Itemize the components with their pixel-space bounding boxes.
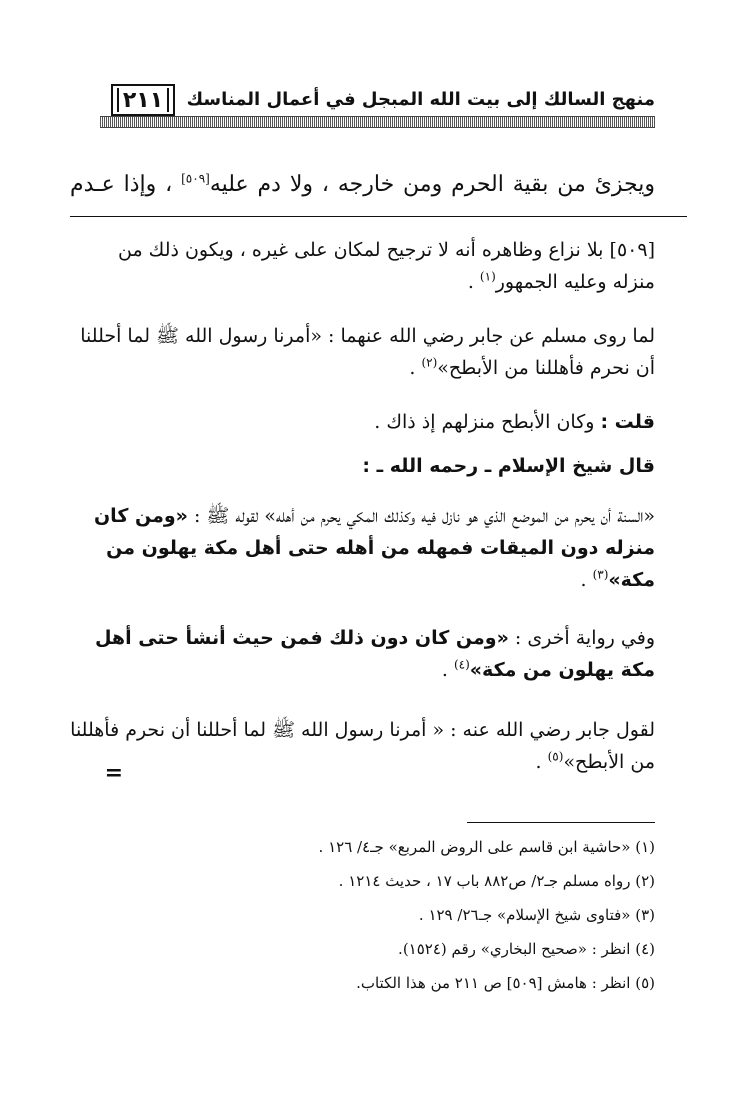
footnote-item: (٥) انظر : هامش [٥٠٩] ص ٢١١ من هذا الكتاب. bbox=[356, 974, 655, 992]
hadith-bold-2: «ومن كان دون ذلك فمن حيث أنشأ حتى أهل مكة يهلون من مكة» bbox=[94, 627, 655, 681]
sunnah-quote-paragraph: «السنة أن يحرم من الموضع الذي هو نازل فيه وكذلك المكي يحرم من أهله» لقوله ﷺ : «ومن كان منزله دون الميقات فمهله من أهله حتى أهل مكة يهلون من مكة»$^{(٣)}$ . bbox=[93, 505, 655, 591]
qawl-paragraph: لقول جابر رضي الله عنه : « أمرنا رسول الله ﷺ لما أحللنا أن نحرم فأهللنا من الأبطح»$^{(٥)}$ . bbox=[70, 719, 655, 773]
header-rule bbox=[100, 116, 655, 128]
shaykh-heading: قال شيخ الإسلام ـ رحمه الله ـ : bbox=[362, 455, 655, 477]
riwaya-paragraph: وفي رواية أخرى : «ومن كان دون ذلك فمن حيث أنشأ حتى أهل مكة يهلون من مكة»$^{(٤)}$ . bbox=[94, 627, 655, 681]
jabir-text: لما روى مسلم عن جابر رضي الله عنهما : «أمرنا رسول الله ﷺ لما أحللنا أن نحرم فأهللنا من الأبطح» bbox=[80, 325, 655, 379]
footnote-ref-5[interactable]: (٥) bbox=[547, 749, 564, 764]
main-text-line bbox=[70, 170, 655, 200]
riwaya-text: وفي رواية أخرى : bbox=[514, 627, 655, 649]
footnote-ref-4[interactable]: (٤) bbox=[453, 657, 470, 672]
footnote-item: (٤) انظر : «صحيح البخاري» رقم (١٥٢٤). bbox=[398, 940, 655, 958]
qawl-text: لقول جابر رضي الله عنه : « أمرنا رسول الله ﷺ لما أحللنا أن نحرم فأهللنا من الأبطح» bbox=[70, 719, 655, 773]
note-reference-509[interactable]: [٥٠٩] bbox=[181, 171, 210, 186]
footnote-item: (٢) رواه مسلم جـ٢/ ص٨٨٢ باب ١٧ ، حديث ١٢١٤ . bbox=[338, 872, 655, 890]
main-line-tail: ، وإذا عـدم bbox=[70, 172, 173, 197]
note-509-text: بلا نزاع وظاهره أنه لا ترجيح لمكان على غيره ، ويكون ذلك من منزله وعليه الجمهور bbox=[118, 239, 655, 293]
footnote-item: (١) «حاشية ابن قاسم على الروض المربع» جـ٤/ ١٢٦ . bbox=[318, 838, 655, 856]
jabir-paragraph: لما روى مسلم عن جابر رضي الله عنهما : «أمرنا رسول الله ﷺ لما أحللنا أن نحرم فأهللنا من الأبطح»$^{(٢)}$ . bbox=[80, 325, 655, 379]
running-header-title: منهج السالك إلى بيت الله المبجل في أعمال المناسك bbox=[186, 89, 655, 110]
sunnah-quote-text: «السنة أن يحرم من الموضع الذي هو نازل فيه وكذلك المكي يحرم من أهله» لقوله ﷺ : bbox=[193, 505, 655, 527]
continuation-mark: = bbox=[104, 760, 123, 786]
footnote-rule bbox=[467, 822, 655, 823]
footnotes-list bbox=[70, 830, 655, 1000]
qult-label: قلت : bbox=[600, 411, 655, 433]
footnote-ref-3[interactable]: (٣) bbox=[592, 567, 609, 582]
qult-paragraph bbox=[70, 406, 655, 438]
main-line-text: ويجزئ من بقية الحرم ومن خارجه ، ولا دم عليه bbox=[209, 172, 655, 197]
footnote-item: (٣) «فتاوى شيخ الإسلام» جـ٢٦/ ١٢٩ . bbox=[418, 906, 655, 924]
note-divider bbox=[70, 216, 687, 217]
page-number: ٢١١ bbox=[111, 84, 175, 116]
note-509-ref: [٥٠٩] bbox=[609, 239, 655, 261]
hadith-bold-1: «ومن كان منزله دون الميقات فمهله من أهله حتى أهل مكة يهلون من مكة» bbox=[93, 505, 655, 591]
qult-text: وكان الأبطح منزلهم إذ ذاك . bbox=[374, 411, 595, 433]
note-509-paragraph: [٥٠٩] بلا نزاع وظاهره أنه لا ترجيح لمكان على غيره ، ويكون ذلك من منزله وعليه الجمهور$^{(١)}$ . bbox=[118, 239, 655, 293]
footnote-ref-1[interactable]: (١) bbox=[479, 269, 496, 284]
footnote-ref-2[interactable]: (٢) bbox=[421, 355, 438, 370]
